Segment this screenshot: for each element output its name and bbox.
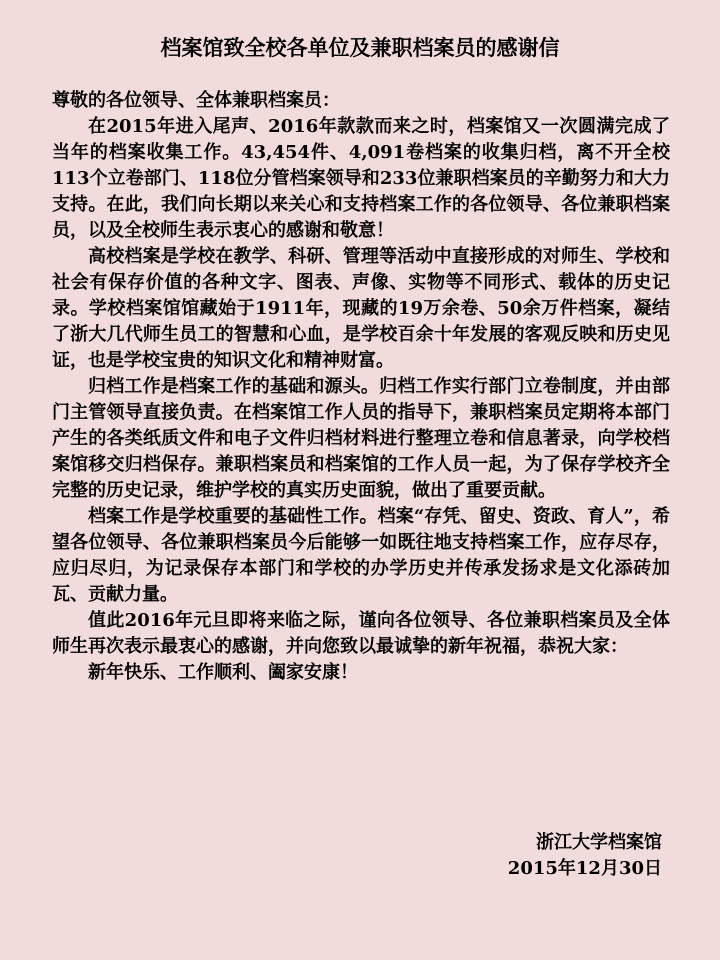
paragraph-hopes: 档案工作是学校重要的基础性工作。档案“存凭、留史、资政、育人”，希望各位领导、各位兼职档案员今后能够一如既往地支持档案工作，应存尽存，应归尽归，为记录保存本部门和学校的办学历史并传承发扬求是文化添砖加瓦、贡献力量。 bbox=[52, 506, 670, 605]
paragraph-archive-value: 高校档案是学校在教学、科研、管理等活动中直接形成的对师生、学校和社会有保存价值的各种文字、图表、声像、实物等不同形式、载体的历史记录。学校档案馆馆藏始于1911年，现藏的19万余卷、50余万件档案，凝结了浙大几代师生员工的智慧和心血，是学校百余十年发展的客观反映和历史见证，也是学校宝贵的知识文化和精神财富。 bbox=[52, 246, 670, 371]
signature-organization: 浙江大学档案馆 bbox=[536, 832, 662, 853]
paragraph-new-year-thanks: 值此2016年元旦即将来临之际，谨向各位领导、各位兼职档案员及全体师生再次表示最衷心的感谢，并向您致以最诚挚的新年祝福，恭祝大家： bbox=[52, 610, 670, 657]
letter-title: 档案馆致全校各单位及兼职档案员的感谢信 bbox=[160, 35, 560, 60]
signature-block bbox=[508, 830, 662, 882]
paragraph-filing-work: 归档工作是档案工作的基础和源头。归档工作实行部门立卷制度，并由部门主管领导直接负责。在档案馆工作人员的指导下，兼职档案员定期将本部门产生的各类纸质文件和电子文件归档材料进行整理立卷和信息著录，向学校档案馆移交归档保存。兼职档案员和档案馆的工作人员一起，为了保存学校齐全完整的历史记录，维护学校的真实历史面貌，做出了重要贡献。 bbox=[52, 376, 670, 501]
paragraph-collection-work: 在2015年进入尾声、2016年款款而来之时，档案馆又一次圆满完成了当年的档案收集工作。43,454件、4,091卷档案的收集归档，离不开全校113个立卷部门、118位分管档案领导和233位兼职档案员的辛勤努力和大力支持。在此，我们向长期以来关心和支持档案工作的各位领导、各位兼职档案员，以及全校师生表示衷心的感谢和敬意！ bbox=[52, 116, 670, 241]
signature-date: 2015年12月30日 bbox=[507, 858, 662, 879]
paragraph-blessing: 新年快乐、工作顺利、阖家安康！ bbox=[88, 662, 358, 683]
salutation: 尊敬的各位领导、全体兼职档案员： bbox=[52, 90, 340, 111]
letter-body bbox=[52, 88, 670, 686]
